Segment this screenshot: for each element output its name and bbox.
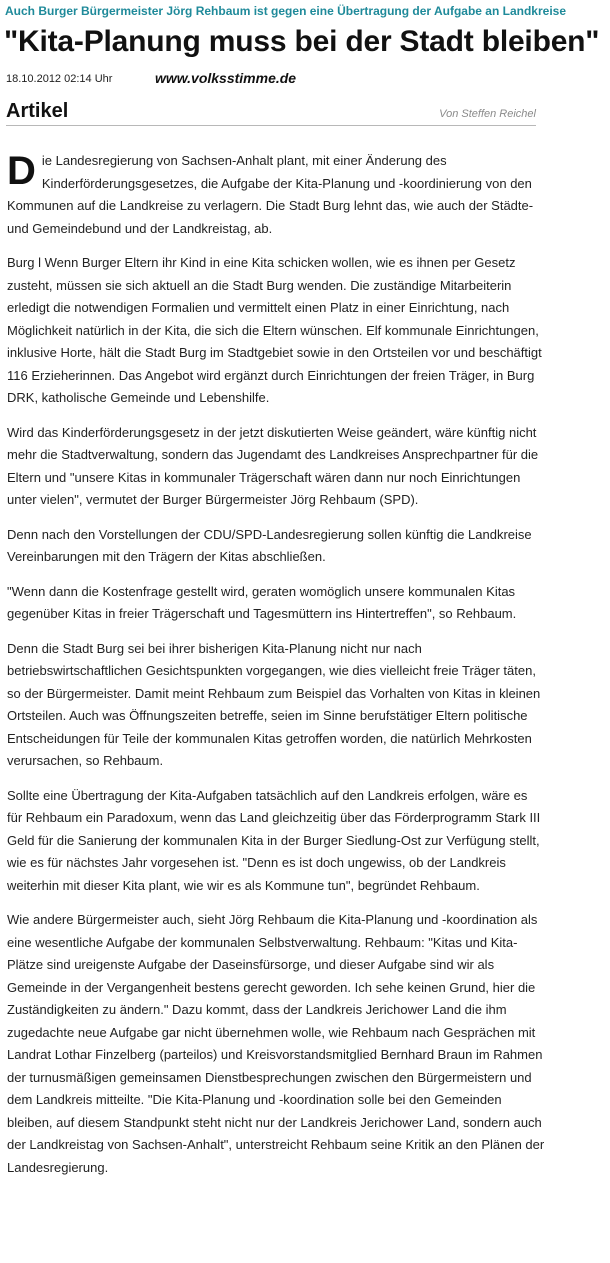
body-paragraph: Denn nach den Vorstellungen der CDU/SPD-Landesregierung sollen künftig die Landkreise Vereinbarungen mit den Trägern der Kitas abschließen. (7, 526, 532, 564)
body-paragraph: Denn die Stadt Burg sei bei ihrer bisherigen Kita-Planung nicht nur nach betriebswirtschaftlichen Gesichtspunkten vorgegangen, wie dies vielleicht freie Träger täten, so der Bürgermeister. Damit meint Rehbaum zum Beispiel das Vorhalten von Kitas in kleinen Ortsteilen. Auch was Öffnungszeiten betreffe, seien im Sinne berufstätiger Eltern politische Entscheidungen für Teile der kommunalen Kitas getroffen worden, die natürlich Mehrkosten verursachen, so Rehbaum. (7, 640, 541, 768)
drop-cap: D (7, 149, 36, 193)
article-headline: "Kita-Planung muss bei der Stadt bleiben" (4, 25, 600, 58)
publish-date: 18.10.2012 02:14 Uhr (6, 73, 113, 85)
section-label: Artikel (6, 100, 69, 122)
body-paragraph: Wie andere Bürgermeister auch, sieht Jörg Rehbaum die Kita-Planung und -koordination als eine wesentliche Aufgabe der kommunalen Selbstverwaltung. Rehbaum: "Kitas und Kita-Plätze sind ureigenste Aufgabe der Daseinsfürsorge, und dieser Aufgabe sind wir als Gemeinde in der Vergangenheit bestens gerecht geworden. Ich sehe keinen Grund, hier die Zuständigkeiten zu ändern." Dazu kommt, dass der Landkreis Jerichower Land die ihm zugedachte neue Aufgabe gar nicht übernehmen wolle, wie Rehbaum nach Gesprächen mit Landrat Lothar Finzelberg (parteilos) und Kreisvorstandsmitglied Bernhard Braun im Rahmen der turnusmäßigen gemeinsamen Dienstbesprechungen zwischen den Bürgermeistern und dem Landkreis mitteilte. "Die Kita-Planung und -koordination solle bei den Gemeinden bleiben, auf diesem Standpunkt steht nicht nur der Landkreis Jerichower Land, sondern auch der Landkreistag von Sachsen-Anhalt", unterstreicht Rehbaum seine Kritik an den Plänen der Landesregierung. (7, 912, 545, 1175)
body-paragraph: Sollte eine Übertragung der Kita-Aufgaben tatsächlich auf den Landkreis erfolgen, wäre es für Rehbaum ein Paradoxum, wenn das Land gleichzeitig über das Förderprogramm Stark III Geld für die Sanierung der kommunalen Kita in der Burger Siedlung-Ost zur Verfügung stellt, wie es für nächstes Jahr vorgesehen ist. "Denn es ist doch ungewiss, ob der Landkreis weiterhin mit dieser Kita plant, wie wir es als Kommune tun", begründet Rehbaum. (7, 787, 541, 893)
author-byline: Von Steffen Reichel (439, 108, 536, 120)
lead-text: ie Landesregierung von Sachsen-Anhalt plant, mit einer Änderung des Kinderförderungsgesetzes, die Aufgabe der Kita-Planung und -koordinierung von den Kommunen auf die Landkreise zu verlagern. Die Stadt Burg lehnt das, wie auch der Städte- und Gemeindebund und der Landkreistag, ab. (7, 153, 534, 236)
header-divider (6, 125, 536, 126)
body-paragraph: Wird das Kinderförderungsgesetz in der jetzt diskutierten Weise geändert, wäre künftig nicht mehr die Stadtverwaltung, sondern das Jugendamt des Landkreises Ansprechpartner für die Eltern und "unsere Kitas in kommunaler Trägerschaft wären dann nur noch Einrichtungen unter vielen", vermutet der Burger Bürgermeister Jörg Rehbaum (SPD). (7, 424, 539, 507)
article-body (7, 150, 545, 1191)
lead-paragraph (7, 150, 545, 240)
body-paragraph: Burg l Wenn Burger Eltern ihr Kind in eine Kita schicken wollen, wie es ihnen per Gesetz zusteht, müssen sie sich aktuell an die Stadt Burg wenden. Die zuständige Mitarbeiterin erledigt die notwendigen Formalien und vermittelt einen Platz in einer Einrichtung, nach Möglichkeit natürlich in der Kita, die sich die Eltern wünschen. Elf kommunale Einrichtungen, inklusive Horte, hält die Stadt Burg im Stadtgebiet sowie in den Ortsteilen vor und beschäftigt 116 Erzieherinnen. Das Angebot wird ergänzt durch Einrichtungen der freien Träger, in Burg DRK, katholische Gemeinde und Lebenshilfe. (7, 255, 542, 405)
source-url: www.volksstimme.de (155, 70, 297, 86)
body-paragraph: "Wenn dann die Kostenfrage gestellt wird, geraten womöglich unsere kommunalen Kitas gegenüber Kitas in freier Trägerschaft und Tagesmüttern ins Hintertreffen", so Rehbaum. (7, 583, 517, 621)
article-kicker: Auch Burger Bürgermeister Jörg Rehbaum ist gegen eine Übertragung der Aufgabe an Landkreise (5, 4, 567, 18)
